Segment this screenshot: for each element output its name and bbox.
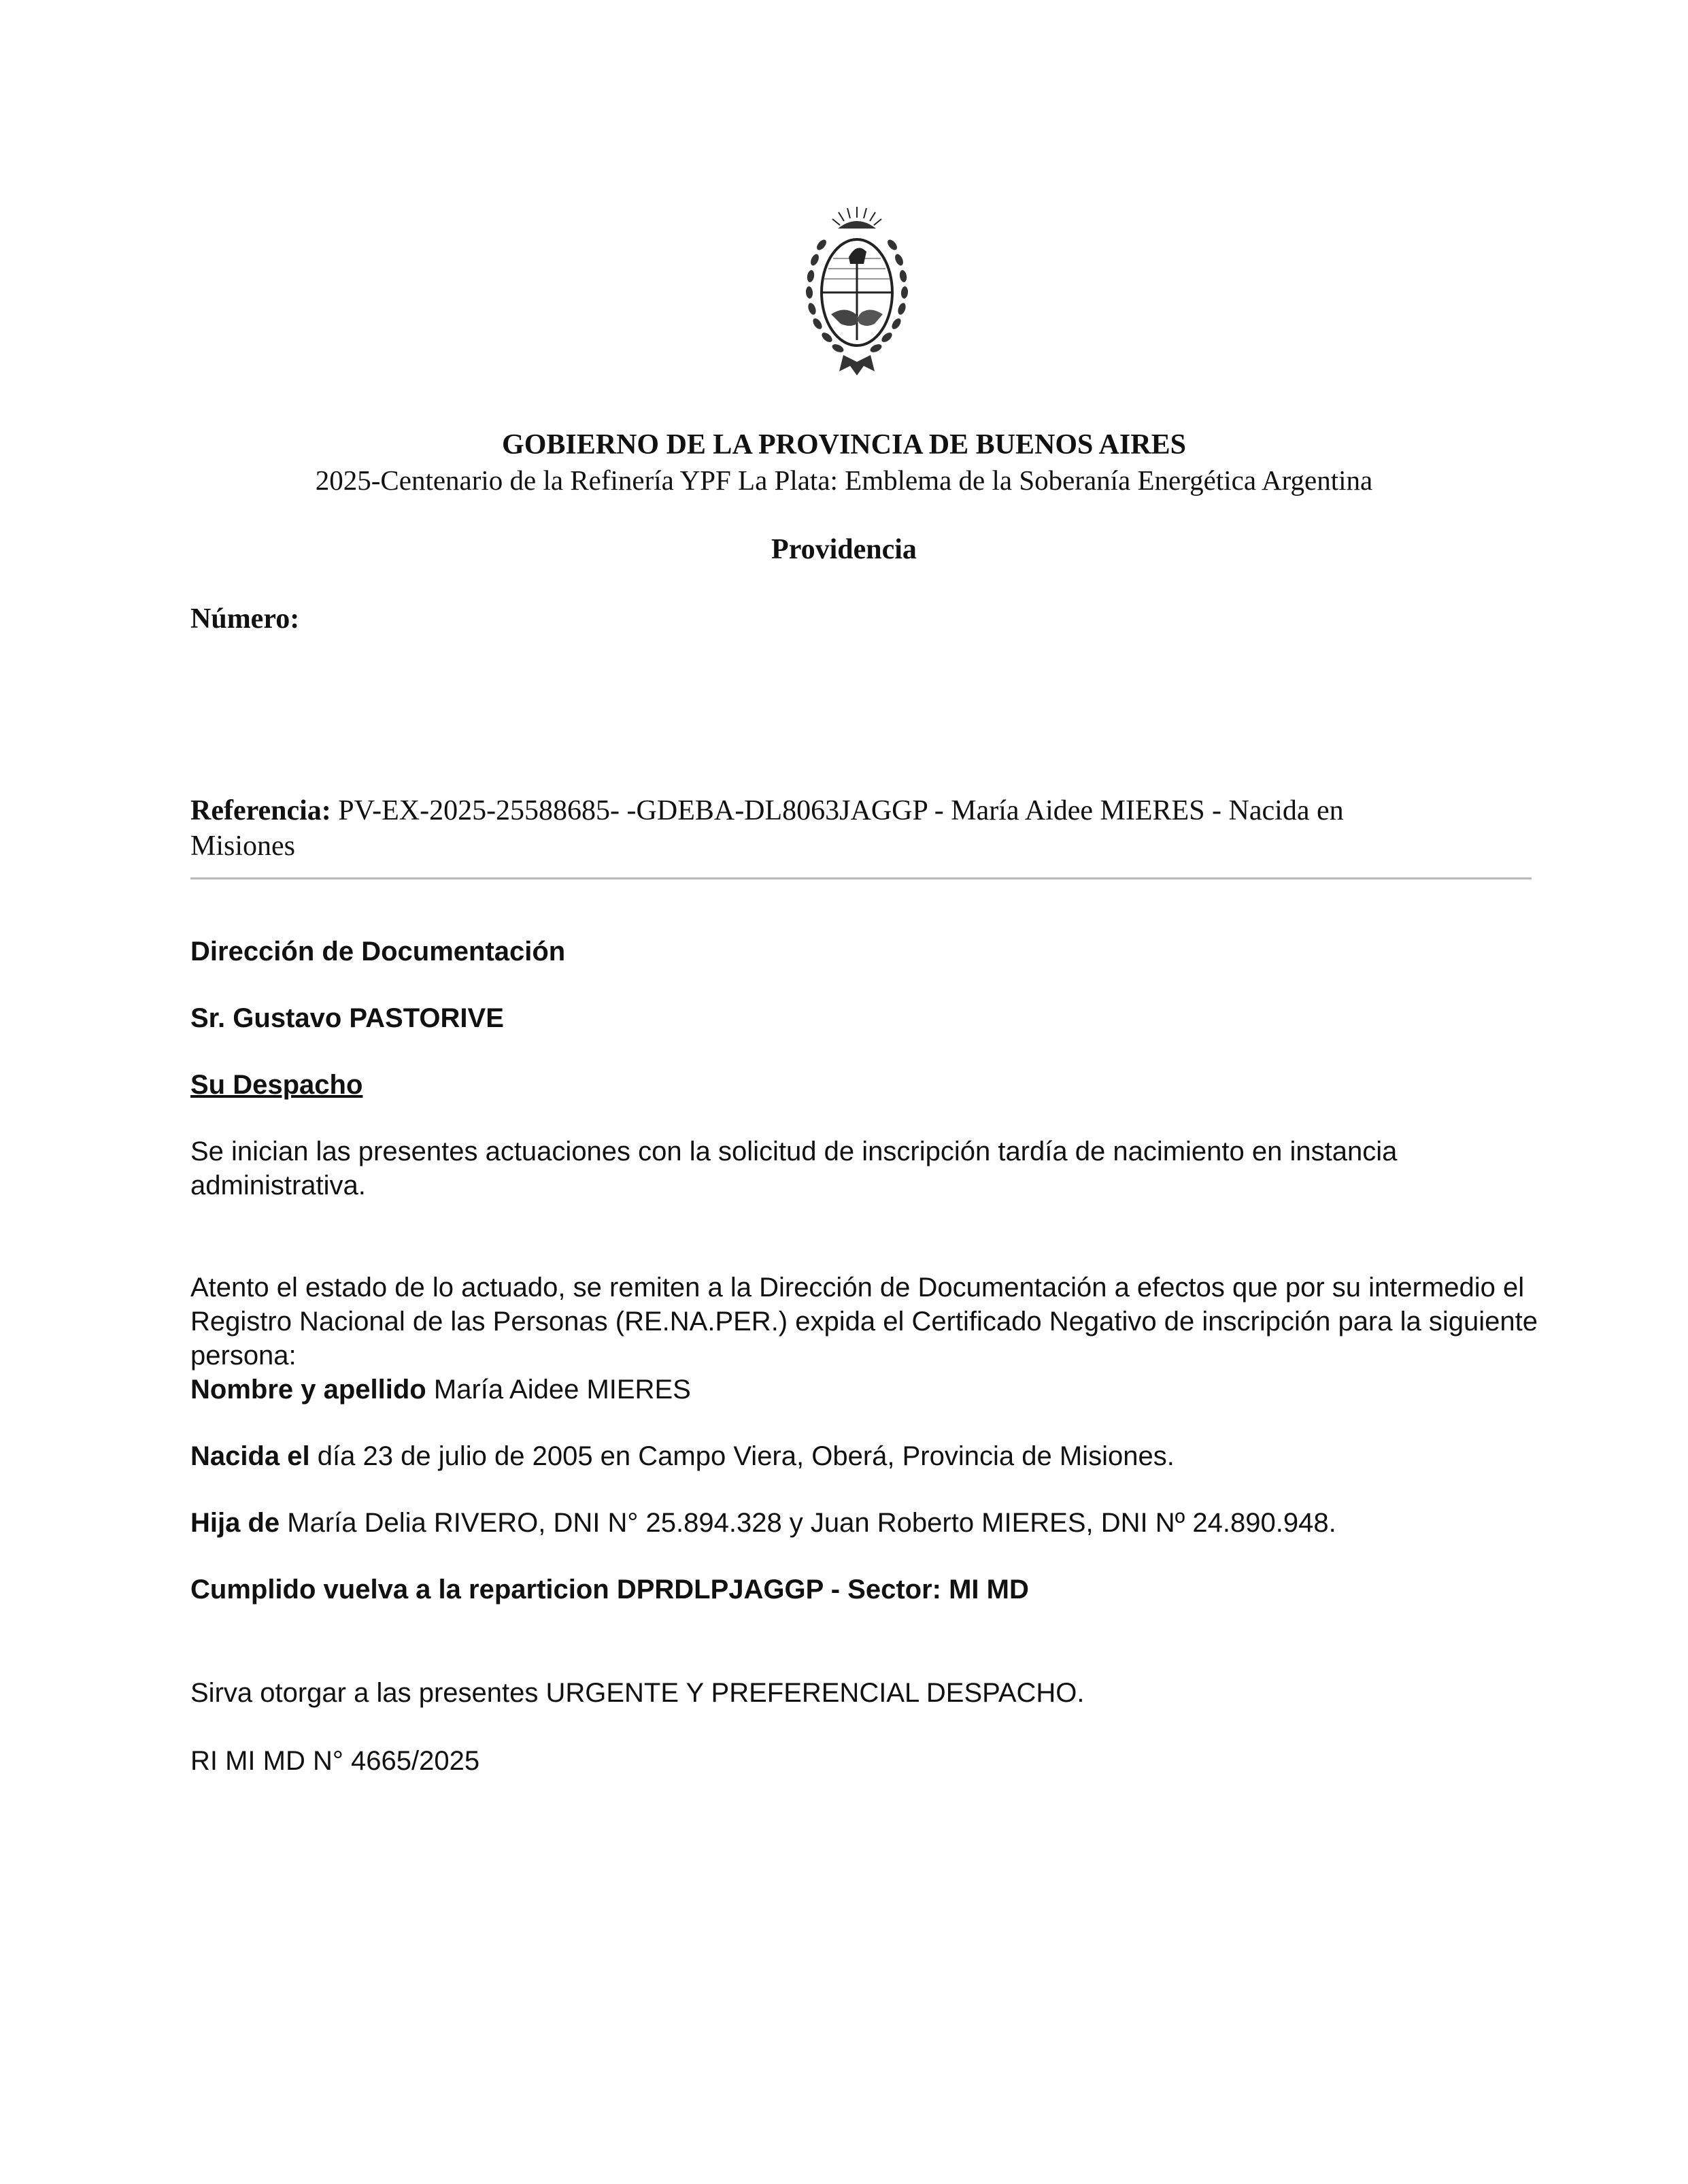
paragraph-request: Se inician las presentes actuaciones con la solicitud de inscripción tardía de nacimiento en instancia administrativa. xyxy=(190,1137,1398,1200)
referencia-text-line2: Misiones xyxy=(190,830,296,862)
name-label: Nombre y apellido xyxy=(190,1375,426,1405)
government-motto: 2025-Centenario de la Refinería YPF La Plata: Emblema de la Soberanía Energética Argentina xyxy=(315,465,1373,496)
born-label: Nacida el xyxy=(190,1441,310,1471)
referencia-text: PV-EX-2025-25588685- -GDEBA-DL8063JAGGP - María Aidee MIERES - Nacida en xyxy=(338,795,1344,826)
recipient-name: Sr. Gustavo PASTORIVE xyxy=(190,1003,504,1033)
recipient-office: Dirección de Documentación xyxy=(190,937,566,967)
parents-value: María Delia RIVERO, DNI N° 25.894.328 y Juan Roberto MIERES, DNI Nº 24.890.948. xyxy=(287,1508,1336,1538)
return-instruction: Cumplido vuelva a la reparticion DPRDLPJAGGP - Sector: MI MD xyxy=(190,1575,1029,1605)
government-title: GOBIERNO DE LA PROVINCIA DE BUENOS AIRES xyxy=(502,429,1186,460)
coat-of-arms-icon xyxy=(796,204,918,381)
reference-number: RI MI MD N° 4665/2025 xyxy=(190,1746,480,1776)
urgency-note: Sirva otorgar a las presentes URGENTE Y PREFERENCIAL DESPACHO. xyxy=(190,1678,1085,1708)
paragraph-remission: Atento el estado de lo actuado, se remiten a la Dirección de Documentación a efectos que por su intermedio el Registro Nacional de las Personas (RE.NA.PER.) expida el Certificado Negativo de inscripción para la siguiente persona: xyxy=(190,1273,1538,1371)
document-type: Providencia xyxy=(771,534,917,565)
numero-label: Número: xyxy=(190,603,300,635)
name-value: María Aidee MIERES xyxy=(433,1375,691,1405)
salutation: Su Despacho xyxy=(190,1070,363,1100)
divider xyxy=(190,877,1532,879)
birth-line xyxy=(190,1439,1619,1473)
name-line xyxy=(190,1373,1619,1407)
parents-line xyxy=(190,1506,1619,1540)
referencia xyxy=(190,793,1537,864)
parents-label: Hija de xyxy=(190,1508,280,1538)
born-value: día 23 de julio de 2005 en Campo Viera, Oberá, Provincia de Misiones. xyxy=(317,1441,1175,1471)
referencia-label: Referencia: xyxy=(190,795,331,826)
